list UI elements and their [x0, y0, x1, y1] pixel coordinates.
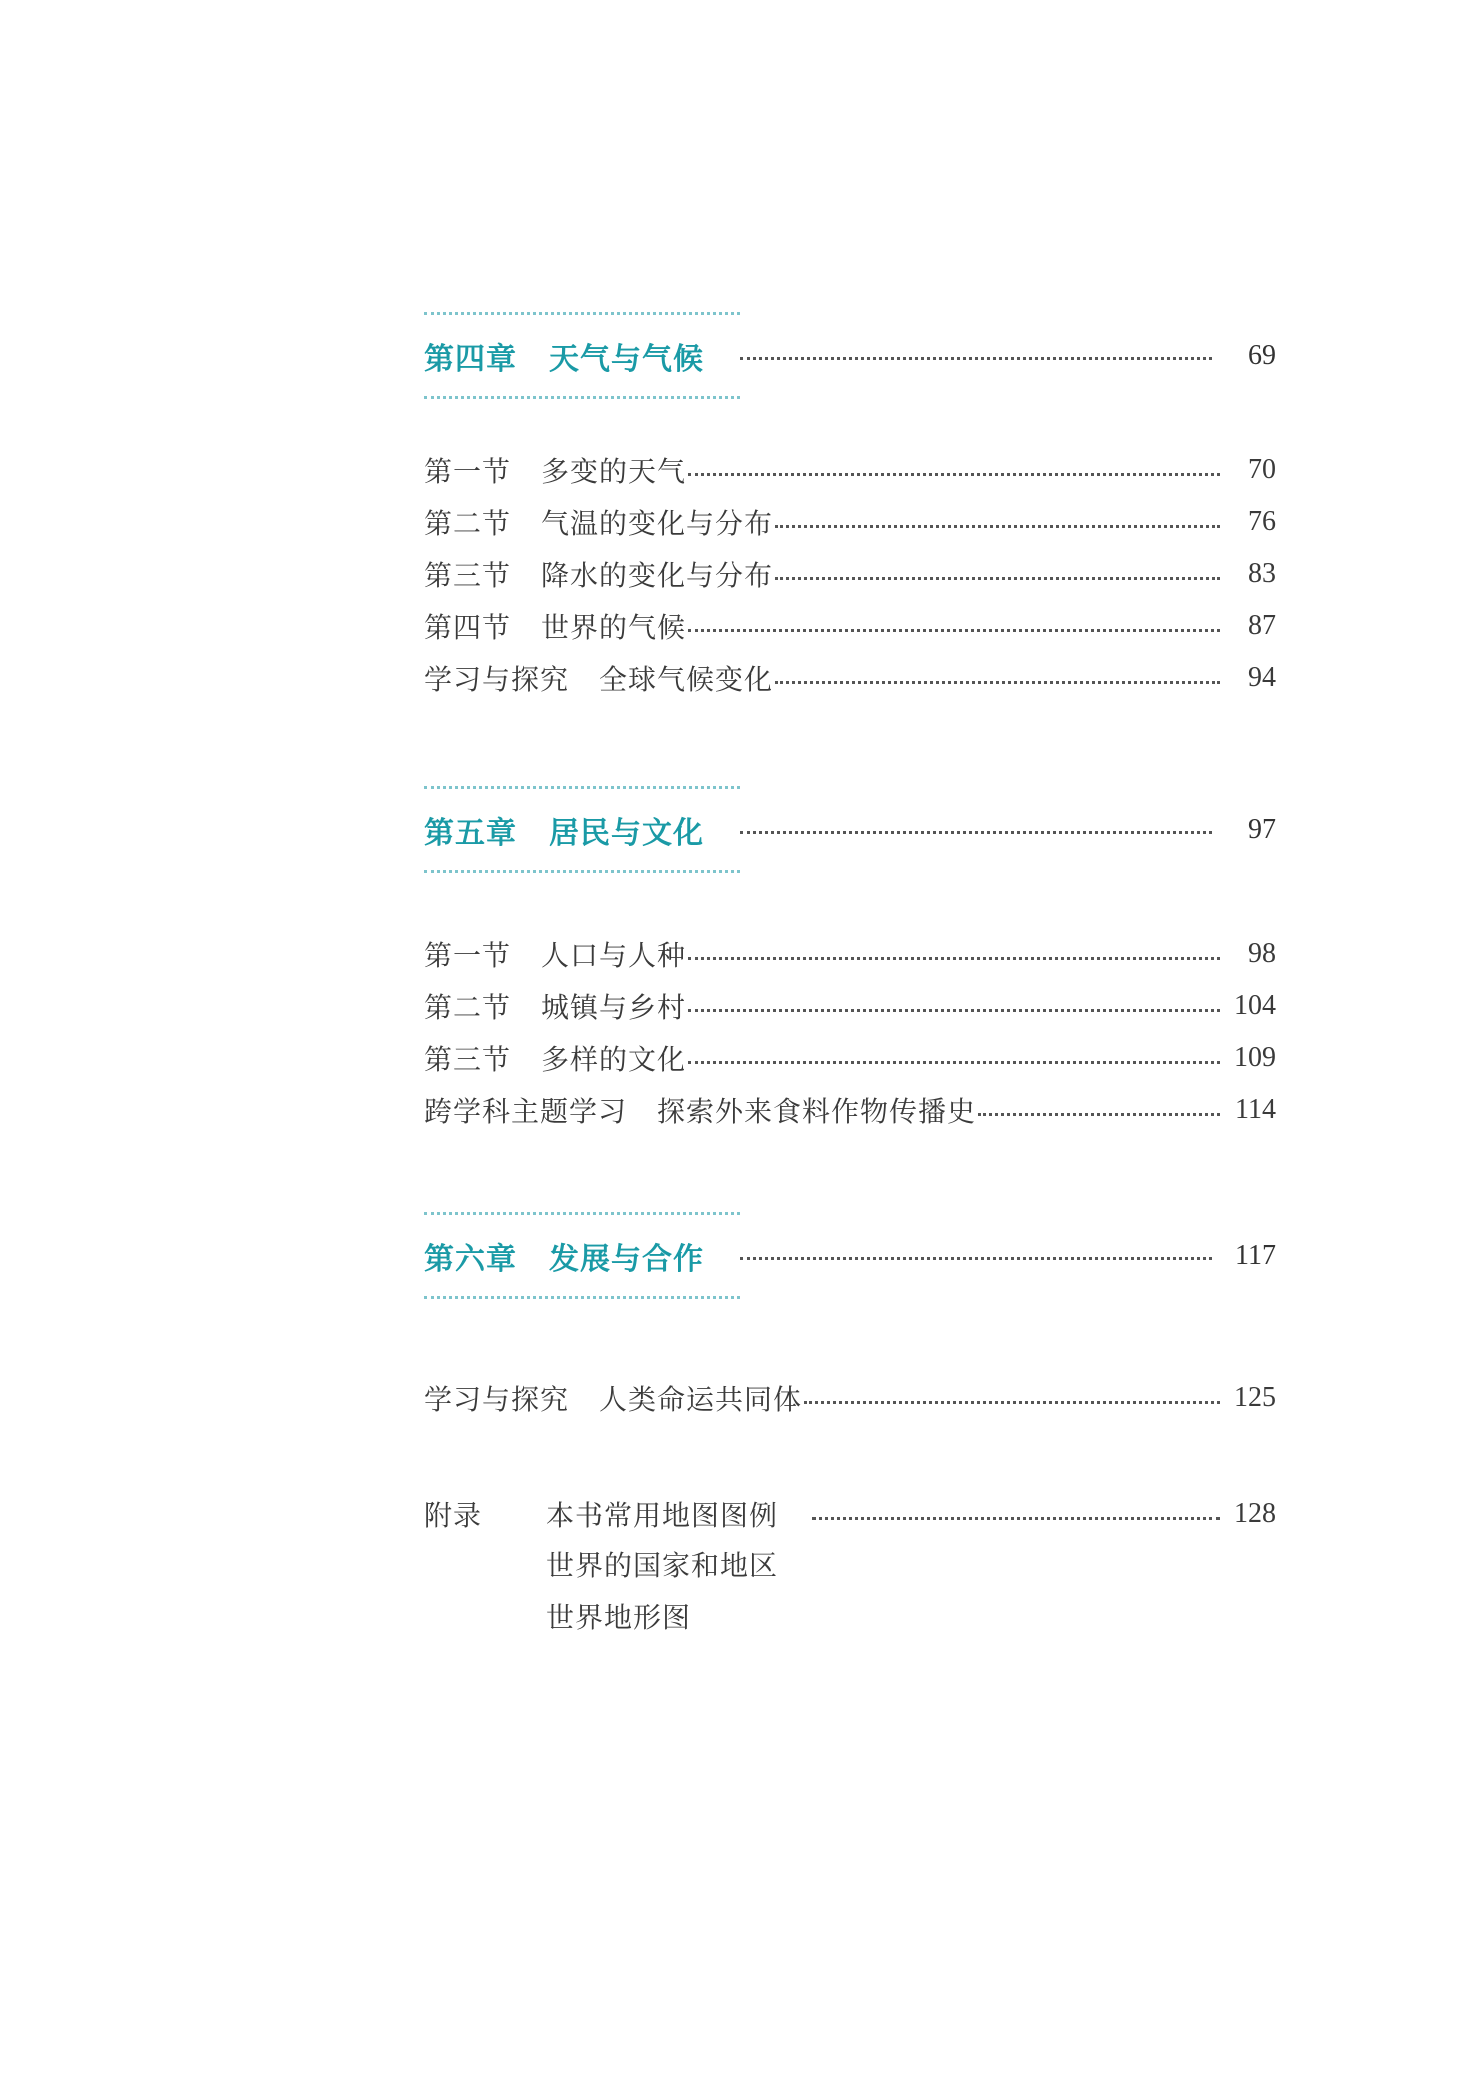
- section-label: 第一节: [424, 939, 512, 972]
- toc-entry[interactable]: [424, 986, 1276, 1026]
- chapter-rule-bottom: [424, 1296, 740, 1299]
- toc-entry[interactable]: [424, 658, 1276, 698]
- appendix-item[interactable]: 世界地形图: [546, 1601, 692, 1634]
- section-title: 多变的天气: [541, 455, 687, 488]
- appendix-item: 本书常用地图图例: [546, 1499, 779, 1532]
- dot-leader: [804, 1401, 1220, 1404]
- dot-leader: [740, 357, 1212, 360]
- dot-leader: [812, 1517, 1220, 1520]
- toc-entry[interactable]: [424, 502, 1276, 542]
- dot-leader: [740, 1257, 1212, 1260]
- page-number: 69: [1248, 340, 1276, 371]
- section-title: 降水的变化与分布: [541, 559, 774, 592]
- section-label: 第二节: [424, 507, 512, 540]
- section-title: 气温的变化与分布: [541, 507, 774, 540]
- page-number: 70: [1248, 454, 1276, 485]
- section-title: 全球气候变化: [599, 663, 774, 696]
- section-label: 学习与探究: [424, 1383, 570, 1416]
- toc-entry[interactable]: [424, 554, 1276, 594]
- dot-leader: [775, 681, 1220, 684]
- toc-entry[interactable]: [424, 450, 1276, 490]
- page-number: 76: [1248, 506, 1276, 537]
- dot-leader: [688, 1009, 1220, 1012]
- chapter-rule-bottom: [424, 396, 740, 399]
- dot-leader: [978, 1113, 1220, 1116]
- section-title: 多样的文化: [541, 1043, 687, 1076]
- page-number: 83: [1248, 558, 1276, 589]
- section-title: 探索外来食料作物传播史: [657, 1095, 977, 1128]
- section-label: 第三节: [424, 1043, 512, 1076]
- appendix-label: 附录: [424, 1499, 483, 1532]
- section-label: 第二节: [424, 991, 512, 1024]
- page-number: 128: [1234, 1498, 1276, 1529]
- section-title: 人口与人种: [541, 939, 687, 972]
- page-number: 94: [1248, 662, 1276, 693]
- section-label: 第四节: [424, 611, 512, 644]
- chapter-rule-top: [424, 786, 740, 789]
- chapter-title: 居民与文化: [549, 816, 704, 851]
- dot-leader: [688, 473, 1220, 476]
- page-number: 97: [1248, 814, 1276, 845]
- toc-entry[interactable]: [424, 1090, 1276, 1130]
- page-number: 109: [1234, 1042, 1276, 1073]
- toc-entry[interactable]: [424, 934, 1276, 974]
- toc-entry[interactable]: [424, 1378, 1276, 1418]
- page-number: 87: [1248, 610, 1276, 641]
- chapter-title: 天气与气候: [549, 342, 704, 377]
- section-label: 第一节: [424, 455, 512, 488]
- dot-leader: [688, 1061, 1220, 1064]
- toc-entry[interactable]: [424, 606, 1276, 646]
- toc-entry[interactable]: [424, 1038, 1276, 1078]
- section-title: 人类命运共同体: [599, 1383, 803, 1416]
- chapter-rule-top: [424, 1212, 740, 1215]
- dot-leader: [775, 525, 1220, 528]
- dot-leader: [775, 577, 1220, 580]
- dot-leader: [740, 831, 1212, 834]
- chapter-title: 发展与合作: [549, 1242, 704, 1277]
- section-title: 世界的气候: [541, 611, 687, 644]
- section-title: 城镇与乡村: [541, 991, 687, 1024]
- page-number: 117: [1235, 1240, 1276, 1271]
- section-label: 跨学科主题学习: [424, 1095, 628, 1128]
- chapter-number: 第四章: [424, 342, 517, 377]
- page-number: 125: [1234, 1382, 1276, 1413]
- appendix-entry[interactable]: [424, 1494, 1276, 1534]
- section-label: 学习与探究: [424, 663, 570, 696]
- chapter-rule-bottom: [424, 870, 740, 873]
- page-number: 114: [1235, 1094, 1276, 1125]
- section-label: 第三节: [424, 559, 512, 592]
- dot-leader: [688, 629, 1220, 632]
- page-number: 104: [1234, 990, 1276, 1021]
- chapter-number: 第六章: [424, 1242, 517, 1277]
- chapter-rule-top: [424, 312, 740, 315]
- page-number: 98: [1248, 938, 1276, 969]
- chapter-number: 第五章: [424, 816, 517, 851]
- appendix-item[interactable]: 世界的国家和地区: [546, 1549, 779, 1582]
- dot-leader: [688, 957, 1220, 960]
